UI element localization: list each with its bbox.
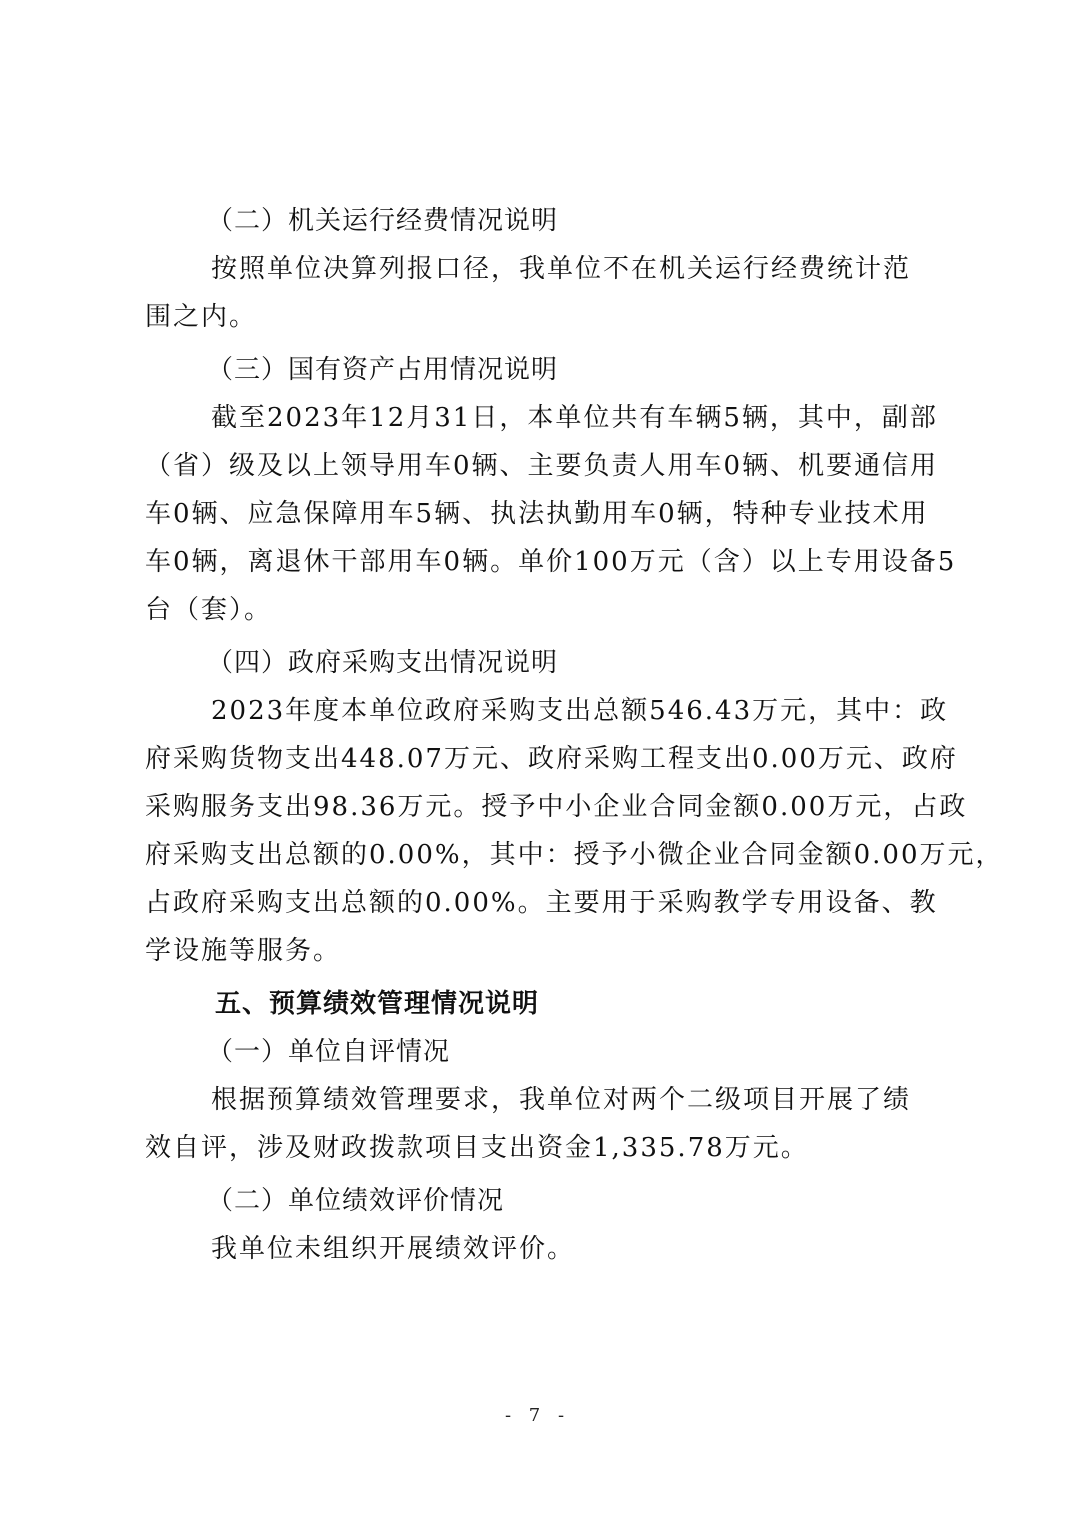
paragraph-line: 学设施等服务。 bbox=[145, 936, 342, 966]
paragraph-line: 围之内。 bbox=[145, 302, 258, 332]
document-body bbox=[145, 197, 1004, 1273]
heading-performance-management: 五、预算绩效管理情况说明 bbox=[215, 989, 540, 1019]
heading-performance-evaluation: （二）单位绩效评价情况 bbox=[207, 1186, 505, 1216]
heading-self-evaluation: （一）单位自评情况 bbox=[207, 1037, 451, 1067]
paragraph-line: 占政府采购支出总额的0.00%。主要用于采购教学专用设备、教 bbox=[145, 888, 938, 918]
paragraph-line: 府采购支出总额的0.00%，其中：授予小微企业合同金额0.00万元， bbox=[145, 840, 1004, 870]
heading-admin-operating-expenses: （二）机关运行经费情况说明 bbox=[207, 206, 559, 236]
paragraph-line: 车0辆、应急保障用车5辆、执法执勤用车0辆，特种专业技术用 bbox=[145, 499, 929, 529]
paragraph-line: 2023年度本单位政府采购支出总额546.43万元，其中：政 bbox=[211, 696, 949, 726]
heading-government-procurement: （四）政府采购支出情况说明 bbox=[207, 648, 559, 678]
paragraph-line: 采购服务支出98.36万元。授予中小企业合同金额0.00万元，占政 bbox=[145, 792, 968, 822]
paragraph-line: 截至2023年12月31日，本单位共有车辆5辆，其中，副部 bbox=[211, 403, 938, 433]
paragraph-line: 台（套）。 bbox=[145, 595, 273, 625]
paragraph-line: 车0辆，离退休干部用车0辆。单价100万元（含）以上专用设备5 bbox=[145, 547, 957, 577]
paragraph-line: 我单位未组织开展绩效评价。 bbox=[211, 1234, 576, 1264]
paragraph-line: 按照单位决算列报口径，我单位不在机关运行经费统计范 bbox=[211, 254, 912, 284]
heading-state-assets: （三）国有资产占用情况说明 bbox=[207, 355, 559, 385]
paragraph-line: 根据预算绩效管理要求，我单位对两个二级项目开展了绩 bbox=[211, 1085, 912, 1115]
paragraph-line: 效自评，涉及财政拨款项目支出资金1,335.78万元。 bbox=[145, 1133, 809, 1163]
paragraph-line: 府采购货物支出448.07万元、政府采购工程支出0.00万元、政府 bbox=[145, 744, 958, 774]
page-number: - 7 - bbox=[504, 1405, 571, 1426]
paragraph-line: （省）级及以上领导用车0辆、主要负责人用车0辆、机要通信用 bbox=[145, 451, 939, 481]
